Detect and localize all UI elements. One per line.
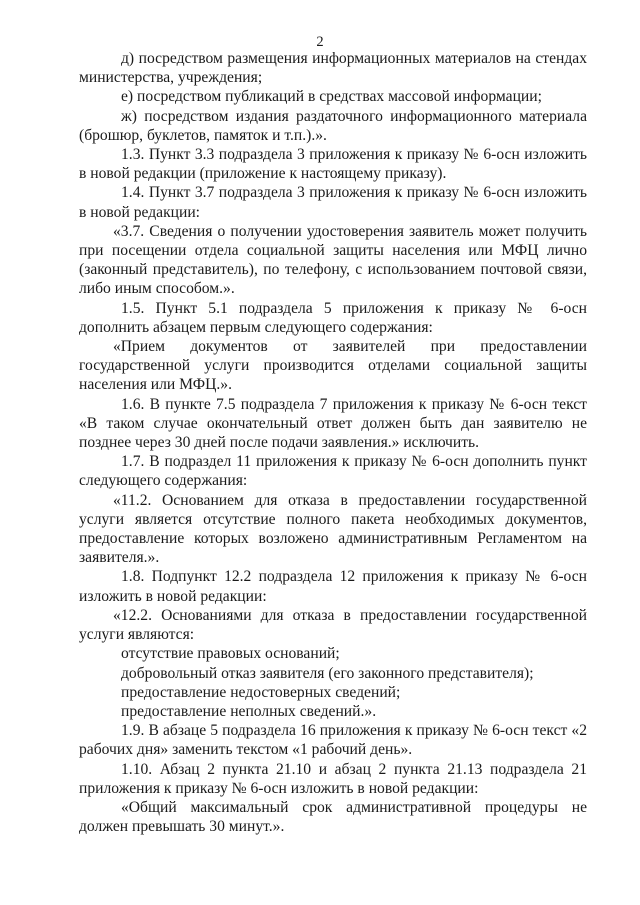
paragraph-1-7: 1.7. В подраздел 11 приложения к приказу № 6-осн дополнить пункт следующего содержания: bbox=[79, 453, 587, 490]
page-number: 2 bbox=[316, 34, 324, 50]
quote-max-time: «Общий максимальный срок административной процедуры не должен превышать 30 минут.». bbox=[79, 798, 587, 836]
paragraph-item-e: е) посредством публикаций в средствах массовой информации; bbox=[121, 88, 542, 106]
list-item: предоставление неполных сведений.». bbox=[121, 702, 377, 720]
quote-priem: «Прием документов от заявителей при предоставлении государственной услуги производится отделами социальной защиты населения или МФЦ.». bbox=[79, 338, 587, 394]
paragraph-1-4: 1.4. Пункт 3.7 подраздела 3 приложения к приказу № 6-осн изложить в новой редакции: bbox=[79, 184, 587, 221]
quote-3-7: «3.7. Сведения о получении удостоверения заявитель может получить при посещении отдела социальной защиты населения или МФЦ лично (законный представитель), по телефону, с использованием почтовой связи, либо иным способом.». bbox=[79, 222, 587, 298]
paragraph-item-d: д) посредством размещения информационных материалов на стендах министерства, учреждения; bbox=[79, 50, 587, 87]
paragraph-1-8: 1.8. Подпункт 12.2 подраздела 12 приложения к приказу № 6-осн изложить в новой редакции: bbox=[79, 568, 587, 605]
list-item: отсутствие правовых оснований; bbox=[121, 645, 340, 663]
paragraph-1-10: 1.10. Абзац 2 пункта 21.10 и абзац 2 пункта 21.13 подраздела 21 приложения к приказу № 6-осн изложить в новой редакции: bbox=[79, 760, 587, 797]
paragraph-1-5: 1.5. Пункт 5.1 подраздела 5 приложения к приказу № 6-осн дополнить абзацем первым следующего содержания: bbox=[79, 299, 587, 336]
paragraph-1-9: 1.9. В абзаце 5 подраздела 16 приложения к приказу № 6-осн текст «2 рабочих дня» заменить текстом «1 рабочий день». bbox=[79, 722, 587, 759]
quote-11-2: «11.2. Основанием для отказа в предоставлении государственной услуги является отсутствие полного пакета необходимых документов, предоставление которых возложено административным Регламентом на заявителя.». bbox=[79, 491, 587, 567]
list-item: предоставление недостоверных сведений; bbox=[121, 683, 401, 701]
paragraph-1-6: 1.6. В пункте 7.5 подраздела 7 приложения к приказу № 6-осн текст «В таком случае окончательный ответ должен быть дан заявителю не позднее через 30 дней после подачи заявления.» исключить. bbox=[79, 395, 587, 452]
list-item: добровольный отказ заявителя (его законного представителя); bbox=[121, 664, 534, 682]
document-body bbox=[79, 49, 587, 836]
paragraph-item-zh: ж) посредством издания раздаточного информационного материала (брошюр, буклетов, памяток и т.п.).». bbox=[79, 107, 587, 144]
quote-12-2: «12.2. Основаниями для отказа в предоставлении государственной услуги являются: bbox=[79, 606, 587, 644]
paragraph-1-3: 1.3. Пункт 3.3 подраздела 3 приложения к приказу № 6-осн изложить в новой редакции (приложение к настоящему приказу). bbox=[79, 146, 587, 183]
